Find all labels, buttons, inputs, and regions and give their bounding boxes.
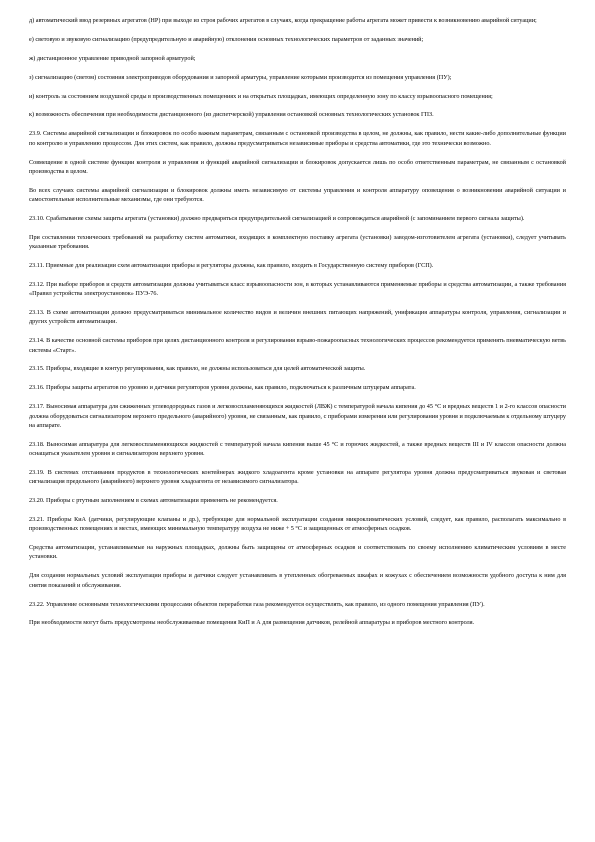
paragraph: Во всех случаях системы аварийной сигнализации и блокировок должны иметь независимую от системы управления и контроля аппаратуру оповещения о возникновении аварийной ситуации и самостоятельные исполнительные механизмы, где они требуются. — [29, 186, 566, 204]
paragraph: При необходимости могут быть предусмотрены необслуживаемые помещения КиП и А для размещения датчиков, релейной аппаратуры и приборов местного контроля. — [29, 619, 475, 627]
paragraph: 23.14. В качестве основной системы приборов при целях дистанционного контроля и регулирования взрыво-пожароопасных технологических процессов рекомендуется применять пневматическую ветвь системы «Старт». — [29, 337, 566, 354]
paragraph: 23.11. Приемные для реализации схем автоматизации приборы и регуляторы должны, как правило, входить в Государственную систему приборов (ГСП). — [29, 261, 434, 269]
paragraph: и) контроль за состоянием воздушной среды в производственных помещениях и на открытых площадках, имеющих определенную зону по классу взрывоопасного помещения; — [29, 92, 493, 100]
paragraph: д) автоматический ввод резервных агрегатов (НР) при выходе из строя рабочих агрегатов в случаях, когда прекращение работы агрегата может привести к возникновению аварийной ситуации; — [29, 17, 537, 24]
paragraph: 23.9. Системы аварийной сигнализации и блокировок по особо важным параметрам, связанным с остановкой производства в целом, не должны, как правило, нести какие-либо дополнительные функции по контролю и управлению процессом. Для этих систем, как правило, должны предусматриваться независимые приборы и средства автоматики, где это технически возможно. — [29, 130, 566, 147]
paragraph: Для создания нормальных условий эксплуатации приборы и датчики следует устанавливать в утепленных обогреваемых шкафах и кожухах с обеспечением возможности удобного доступа к ним для снятия показаний и обслуживания. — [29, 572, 566, 589]
paragraph: 23.19. В системах отстаивания продуктов в технологических контейнерах жидкого хладоагента кроме установки на аппарате регулятора уровня должна предусматриваться звуковая и световая сигнализация предельного (аварийного) верхнего уровня хладоагента от независимого сигнализатора. — [29, 468, 566, 486]
paragraph: При составлении технических требований на разработку систем автоматики, входящих в комплектную поставку агрегата (установки) заводом-изготовителем агрегата (установки), следует учитывать указанные требования. — [29, 233, 566, 251]
paragraph: 23.10. Срабатывание схемы защиты агрегата (установки) должно предваряться предупредительной сигнализацией и сопровождаться аварийной (с запоминанием первого сигнала защиты). — [29, 214, 525, 222]
paragraph: е) световую и звуковую сигнализацию (предупредительную и аварийную) отклонения основных технологических параметров от заданных значений; — [29, 35, 424, 43]
paragraph: 23.22. Управление основными технологическими процессами объектов переработки газа рекомендуется осуществлять, как правило, из одного помещения управления (ПУ). — [29, 600, 485, 608]
paragraph: 23.17. Выносимая аппаратура для сжиженных углеводородных газов и легковоспламеняющихся жидкостей (ЛВЖ) с температурой начала кипения до 45 °С и вредных веществ 1 и 2-го классов опасности должна оборудоваться сигнализатором верхнего предельного (аварийного) уровня, не связанным, как правило, с приборами измерения или регулирования уровня и подключаемым к отдельному штуцеру на аппарате. — [29, 403, 566, 429]
paragraph: 23.15. Приборы, входящие в контур регулирования, как правило, не должны использоваться для целей автоматической защиты. — [29, 365, 366, 373]
paragraph: 23.13. В схеме автоматизации должно предусматриваться минимальное количество видов и величин внешних питающих напряжений, унификация аппаратуры контроля, управления, сигнализации и других устройств автоматизации. — [29, 309, 566, 326]
paragraph: 23.20. Приборы с ртутным заполнением в схемах автоматизации применять не рекомендуется. — [29, 497, 278, 505]
paragraph: з) сигнализацию (светом) состояния электроприводов оборудования и запорной арматуры, управление которыми производится из помещения управления (ПУ); — [29, 73, 452, 81]
paragraph: 23.12. При выборе приборов и средств автоматизации должны учитываться класс взрывоопасности зон, в которых устанавливаются применяемые приборы и средства автоматизации, а также требования «Правил устройства электроустановок» ПУЭ-76. — [29, 280, 566, 298]
paragraph: Средства автоматизации, устанавливаемые на наружных площадках, должны быть защищены от атмосферных осадков и соответствовать по своему исполнению климатическим условиям в месте установки. — [29, 544, 566, 561]
paragraph: ж) дистанционное управление приводной запорной арматурой; — [29, 54, 196, 62]
paragraph: 23.21. Приборы КиА (датчики, регулирующие клапаны и др.), требующие для нормальной эксплуатации создания микроклиматических условий, следует, как правило, располагать максимально в производственных помещениях и местах, имеющих минимальную температуру воздуха не ниже + 5 °С и защищенных от атмосферных осадков. — [29, 515, 566, 533]
paragraph: 23.18. Выносимая аппаратура для легковоспламеняющихся жидкостей с температурой начала кипения выше 45 °С и горючих жидкостей, а также вредных веществ III и IV классов опасности должна оснащаться указателем уровня и сигнализатором верхнего уровня. — [29, 440, 566, 457]
paragraph: к) возможность обеспечения при необходимости дистанционного (из диспетчерской) управления остановкой основных технологических установок ГПЗ. — [29, 111, 434, 119]
paragraph: 23.16. Приборы защиты агрегатов по уровню и датчики регуляторов уровня должны, как правило, подключаться к различным штуцерам аппарата. — [29, 384, 416, 392]
paragraph: Совмещение в одной системе функции контроля и управления и функций аварийной сигнализации и блокировок допускается лишь по особо ответственным параметрам, не связанным с остановкой производства в целом. — [29, 158, 566, 175]
